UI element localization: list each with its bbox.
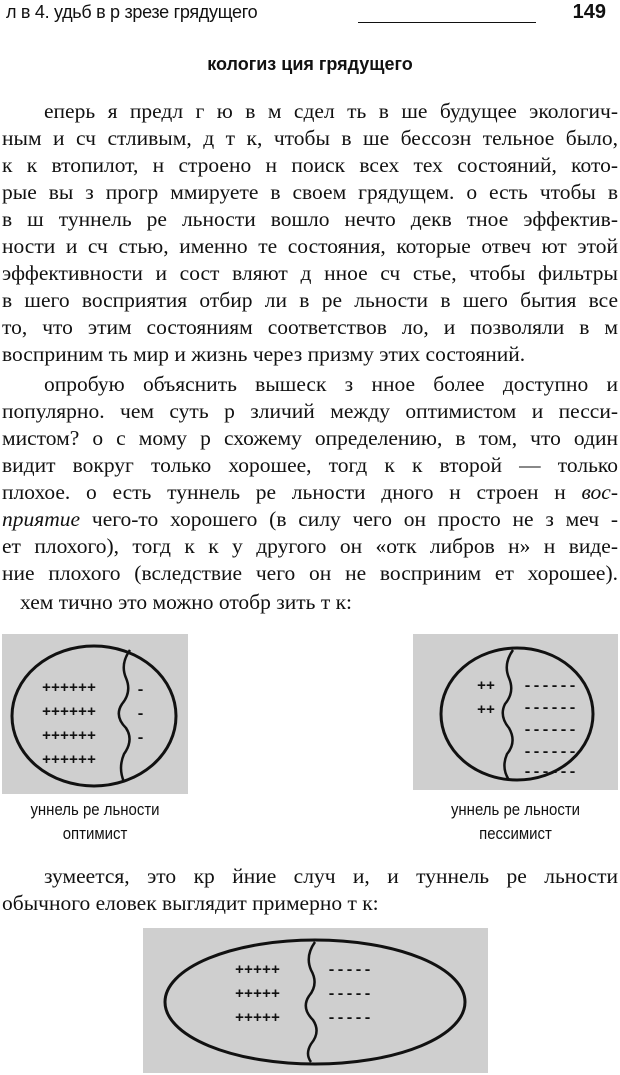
plus-row: ++++++ bbox=[42, 704, 97, 721]
paragraph-2-line bbox=[2, 479, 618, 505]
header-rule bbox=[358, 22, 536, 23]
paragraph-2-line: ет плохого), тогд к к у другого он «отк либров н» н виде- bbox=[2, 534, 618, 558]
plus-row: ++ bbox=[477, 702, 496, 719]
paragraph-1-line: эффективности и сост вляют д нное сч стье, чтобы фильтры bbox=[2, 261, 618, 285]
optimist-tunnel-diagram bbox=[2, 634, 188, 794]
plus-row: +++++ bbox=[235, 962, 281, 979]
figure-ordinary bbox=[143, 928, 488, 1073]
pessimist-caption-2: пессимист bbox=[479, 824, 552, 843]
paragraph-3-line: зумеется, это кр йние случ и, и туннель ре льности bbox=[44, 864, 618, 888]
italic-word: вос- bbox=[581, 480, 618, 504]
pessimist-caption-1: уннель ре льности bbox=[450, 800, 581, 819]
perception-boundary bbox=[503, 650, 513, 780]
plus-row: ++++++ bbox=[42, 752, 97, 769]
paragraph-1-line: в шего восприятия отбир ли в ре льности в шего бытия все bbox=[2, 288, 618, 312]
minus-row: - bbox=[136, 730, 146, 747]
paragraph-2-line: опробую объяснить вышеск з нное более доступно и bbox=[44, 372, 618, 396]
minus-row: ------ bbox=[523, 722, 578, 739]
optimist-caption-1: уннель ре льности bbox=[30, 800, 160, 819]
paragraph-2-line: ние плохого (вследствие чего он не восприним ет хорошее). bbox=[2, 561, 618, 585]
paragraph-2-line: мистом? о с мому р схожему определению, в том, что один bbox=[2, 426, 618, 450]
perception-boundary bbox=[119, 650, 130, 782]
tunnel-outline bbox=[165, 940, 465, 1064]
paragraph-2-line: популярно. чем суть р зличий между оптимистом и песси- bbox=[2, 399, 618, 423]
optimist-caption-2: оптимист bbox=[62, 824, 128, 843]
paragraph-1-line: в ш туннель ре льности вошло нечто декв тное эффектив- bbox=[2, 207, 618, 231]
perception-boundary bbox=[306, 942, 317, 1062]
plus-row: +++++ bbox=[235, 1010, 281, 1027]
running-title: л в 4. удьб в р зрезе грядущего bbox=[6, 2, 258, 22]
paragraph-2-line: видит вокруг только хорошее, тогд к к второй — только bbox=[2, 453, 618, 477]
minus-row: ----- bbox=[327, 962, 373, 979]
pessimist-tunnel-diagram bbox=[413, 634, 618, 790]
line-text: чего-то хорошего (в силу чего он просто не з меч - bbox=[91, 507, 618, 531]
minus-row: ----- bbox=[327, 1010, 373, 1027]
minus-row: ------ bbox=[523, 744, 578, 761]
line-text: плохое. о есть туннель ре льности дного н строен н bbox=[2, 480, 566, 504]
minus-row: ------ bbox=[523, 764, 578, 781]
minus-row: - bbox=[136, 682, 146, 699]
paragraph-1-line: ным и сч стливым, д т к, чтобы в ше бессозн тельное было, bbox=[2, 126, 618, 150]
paragraph-1-line: то, что этим состояниям соответствов ло, и позволяли в м bbox=[2, 315, 618, 339]
minus-row: ------ bbox=[523, 700, 578, 717]
paragraph-1-line: рые вы з прогр ммируете в своем грядущем. о есть чтобы в bbox=[2, 180, 618, 204]
minus-row: ----- bbox=[327, 986, 373, 1003]
paragraph-1-line: к к втопилот, н строено н поиск всех тех состояний, кото- bbox=[2, 153, 618, 177]
running-header bbox=[6, 2, 610, 28]
minus-row: - bbox=[136, 706, 146, 723]
plus-row: +++++ bbox=[235, 986, 281, 1003]
ordinary-tunnel-diagram bbox=[143, 928, 488, 1073]
paragraph-1-line: еперь я предл г ю в м сдел ть в ше будущее экологич- bbox=[44, 99, 618, 123]
section-title: кологиз ция грядущего bbox=[207, 54, 413, 74]
figure-pessimist bbox=[413, 634, 618, 790]
figure-optimist bbox=[2, 634, 188, 794]
paragraph-3-line: обычного еловек выглядит примерно т к: bbox=[2, 891, 379, 915]
paragraph-1-line: ности и сч стью, именно те состояния, которые отвеч ют этой bbox=[2, 234, 618, 258]
page-number: 149 bbox=[572, 1, 606, 23]
minus-row: ------ bbox=[523, 678, 578, 695]
plus-row: ++ bbox=[477, 678, 496, 695]
paragraph-2-line bbox=[2, 506, 618, 532]
plus-row: ++++++ bbox=[42, 680, 97, 697]
plus-row: ++++++ bbox=[42, 728, 97, 745]
schema-intro: хем тично это можно отобр зить т к: bbox=[20, 590, 353, 614]
paragraph-1-line: восприним ть мир и жизнь через призму этих состояний. bbox=[2, 342, 526, 366]
italic-word: приятие bbox=[2, 507, 81, 531]
